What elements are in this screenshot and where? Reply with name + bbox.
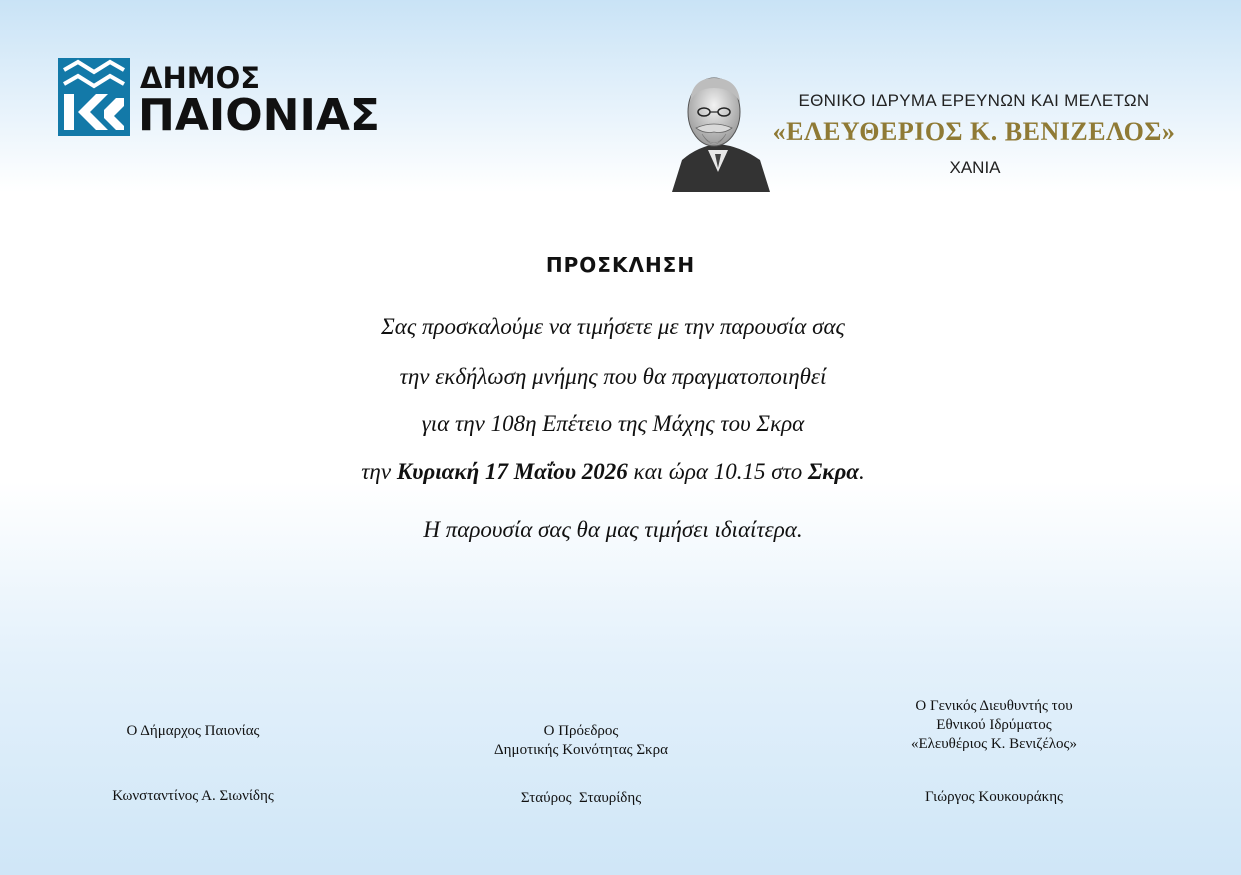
- signature-title-line: Εθνικού Ιδρύματος: [936, 717, 1052, 733]
- municipality-emblem-icon: [58, 58, 130, 136]
- invitation-title: ΠΡΟΣΚΛΗΣΗ: [545, 253, 696, 277]
- invitation-text: και ώρα 10.15 στο: [627, 459, 809, 484]
- signature-title-line: Ο Γενικός Διευθυντής του: [915, 698, 1073, 714]
- invitation-text: .: [859, 459, 865, 484]
- signature-title-line: Δημοτικής Κοινότητας Σκρα: [494, 742, 668, 758]
- foundation-name: «ΕΛΕΥΘΕΡΙΟΣ Κ. ΒΕΝΙΖΕΛΟΣ»: [772, 117, 1176, 146]
- signature-name-president: Σταύρος Σταυρίδης: [520, 790, 642, 806]
- signature-title-line: Ο Δήμαρχος Παιονίας: [126, 723, 260, 739]
- invitation-text: την: [361, 459, 397, 484]
- signature-name-director: Γιώργος Κουκουράκης: [925, 789, 1063, 805]
- venizelos-portrait-icon: [668, 72, 770, 192]
- foundation-city: ΧΑΝΙΑ: [949, 158, 1001, 177]
- signature-title-line: Ο Πρόεδρος: [543, 723, 619, 739]
- signature-title-mayor: [90, 722, 296, 741]
- signature-title-line: «Ελευθέριος Κ. Βενιζέλος»: [910, 736, 1078, 752]
- event-date: Κυριακή 17 Μαΐου 2026: [396, 459, 628, 484]
- municipality-label: ΔΗΜΟΣ: [140, 61, 261, 95]
- signature-name-mayor: Κωνσταντίνος Α. Σιωνίδης: [112, 788, 274, 804]
- signature-title-president: [455, 722, 707, 760]
- invitation-line-4: [0, 459, 1226, 485]
- event-place: Σκρα: [808, 459, 860, 484]
- municipality-name: ΠΑΙΟΝΙΑΣ: [138, 90, 380, 141]
- municipality-logo: [58, 58, 438, 140]
- invitation-closing: Η παρουσία σας θα μας τιμήσει ιδιαίτερα.: [423, 517, 803, 542]
- foundation-title: ΕΘΝΙΚΟ ΙΔΡΥΜΑ ΕΡΕΥΝΩΝ ΚΑΙ ΜΕΛΕΤΩΝ: [798, 91, 1150, 110]
- invitation-line-1: Σας προσκαλούμε να τιμήσετε με την παρουσία σας: [381, 314, 845, 339]
- invitation-line-2: την εκδήλωση μνήμης που θα πραγματοποιηθεί: [399, 364, 827, 389]
- signature-title-director: [880, 697, 1108, 754]
- invitation-line-3: για την 108η Επέτειο της Μάχης του Σκρα: [421, 411, 805, 436]
